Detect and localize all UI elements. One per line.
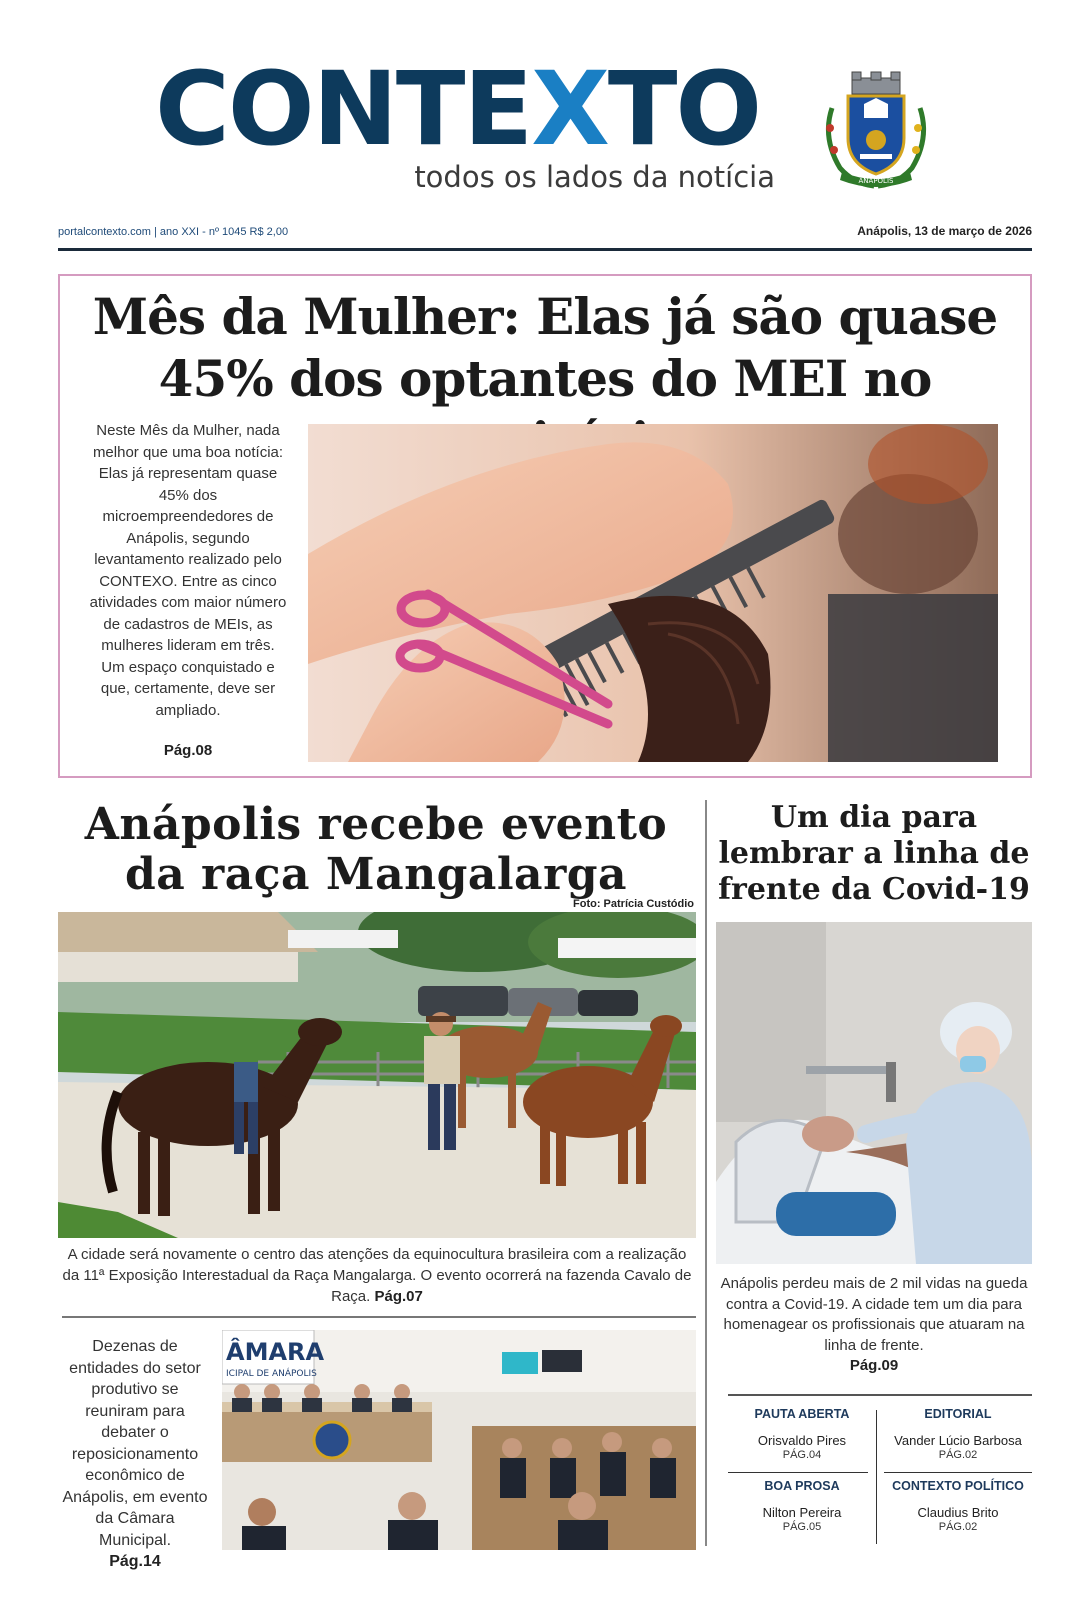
- svg-text:ANÁPOLIS: ANÁPOLIS: [858, 177, 894, 185]
- covid-story: [716, 1274, 1032, 1377]
- city-crest-icon: [820, 68, 932, 192]
- index-page: PÁG.02: [938, 1521, 978, 1533]
- lead-summary: Neste Mês da Mulher, nada melhor que uma boa notícia: Elas já representam quase 45% dos microempreendedores de Anápolis, segundo levantamento realizado pelo CONTEXO. Entre as cinco atividades com maior número de cadastros de MEIs, as mulheres lideram em três. Um espaço conquistado e que, certamente, deve ser ampliado.: [89, 422, 287, 719]
- index-section: EDITORIAL: [924, 1407, 992, 1421]
- section-divider: [62, 1316, 696, 1318]
- index-item-pauta-aberta[interactable]: [728, 1406, 876, 1462]
- index-author: Orisvaldo Pires: [757, 1433, 847, 1448]
- index-page: PÁG.05: [782, 1521, 822, 1533]
- index-item-boa-prosa[interactable]: [728, 1478, 876, 1534]
- camara-page-ref[interactable]: Pág.14: [109, 1553, 161, 1570]
- logo-x-letter: X: [531, 50, 608, 169]
- horses-photo[interactable]: [58, 912, 696, 1238]
- covid-headline[interactable]: Um dia para lembrar a linha de frente da Covid-19: [718, 800, 1030, 907]
- camara-story: [58, 1336, 212, 1573]
- haircut-photo[interactable]: [308, 424, 998, 762]
- svg-text:ÂMARA: ÂMARA: [226, 1338, 325, 1366]
- index-page: PÁG.02: [938, 1449, 978, 1461]
- covid-hospital-photo[interactable]: [716, 922, 1032, 1264]
- photo-credit: Foto: Patrícia Custódio: [573, 898, 694, 910]
- covid-summary: Anápolis perdeu mais de 2 mil vidas na gueda contra a Covid-19. A cidade tem um dia para homenagear os profissionais que atuaram na linha de frente.: [720, 1275, 1028, 1354]
- lead-story[interactable]: [58, 274, 1032, 778]
- index-horizontal-divider: [728, 1472, 868, 1473]
- lead-page-ref[interactable]: Pág.08: [163, 742, 213, 759]
- logo-wordmark: CONTEXTO: [155, 50, 761, 169]
- lead-headline[interactable]: Mês da Mulher: Elas já são quase 45% dos optantes do MEI no: [92, 287, 998, 408]
- camara-summary: Dezenas de entidades do setor produtivo se reuniram para debater o reposicionamento econômico de Anápolis, em evento da Câmara Municipal.: [62, 1338, 208, 1549]
- mangalarga-page-ref[interactable]: Pág.07: [374, 1288, 423, 1305]
- index-item-editorial[interactable]: [884, 1406, 1032, 1462]
- index-divider: [728, 1394, 1032, 1396]
- index-section: BOA PROSA: [764, 1479, 840, 1493]
- columns-index: [728, 1402, 1032, 1546]
- newspaper-logo[interactable]: [155, 50, 775, 194]
- covid-page-ref[interactable]: Pág.09: [849, 1357, 899, 1374]
- index-author: Nilton Pereira: [762, 1505, 842, 1520]
- index-author: Vander Lúcio Barbosa: [894, 1433, 1022, 1448]
- svg-text:ICIPAL DE ANÁPOLIS: ICIPAL DE ANÁPOLIS: [226, 1369, 317, 1379]
- index-horizontal-divider: [884, 1472, 1032, 1473]
- mangalarga-headline[interactable]: Anápolis recebe evento da raça Mangalarga: [84, 799, 668, 900]
- index-author: Claudius Brito: [917, 1505, 999, 1520]
- column-divider: [705, 800, 707, 1546]
- index-vertical-divider: [876, 1410, 877, 1544]
- council-chamber-photo[interactable]: [222, 1330, 696, 1550]
- edition-info: portalcontexto.com | ano XXI - nº 1045 R$ 2,00: [58, 226, 289, 238]
- index-section: CONTEXTO POLÍTICO: [892, 1479, 1024, 1493]
- index-page: PÁG.04: [782, 1449, 822, 1461]
- masthead-divider: [58, 248, 1032, 251]
- index-item-contexto-politico[interactable]: [884, 1478, 1032, 1534]
- edition-date: Anápolis, 13 de março de 2026: [857, 224, 1032, 238]
- index-section: PAUTA ABERTA: [754, 1407, 850, 1421]
- logo-tagline: todos os lados da notícia: [414, 160, 775, 194]
- mangalarga-caption: A cidade será novamente o centro das atenções da equinocultura brasileira com a realização da 11ª Exposição Interestadual da Raça Mangalarga. O evento ocorrerá na fazenda Cavalo de Raça. Pág.07: [62, 1246, 692, 1305]
